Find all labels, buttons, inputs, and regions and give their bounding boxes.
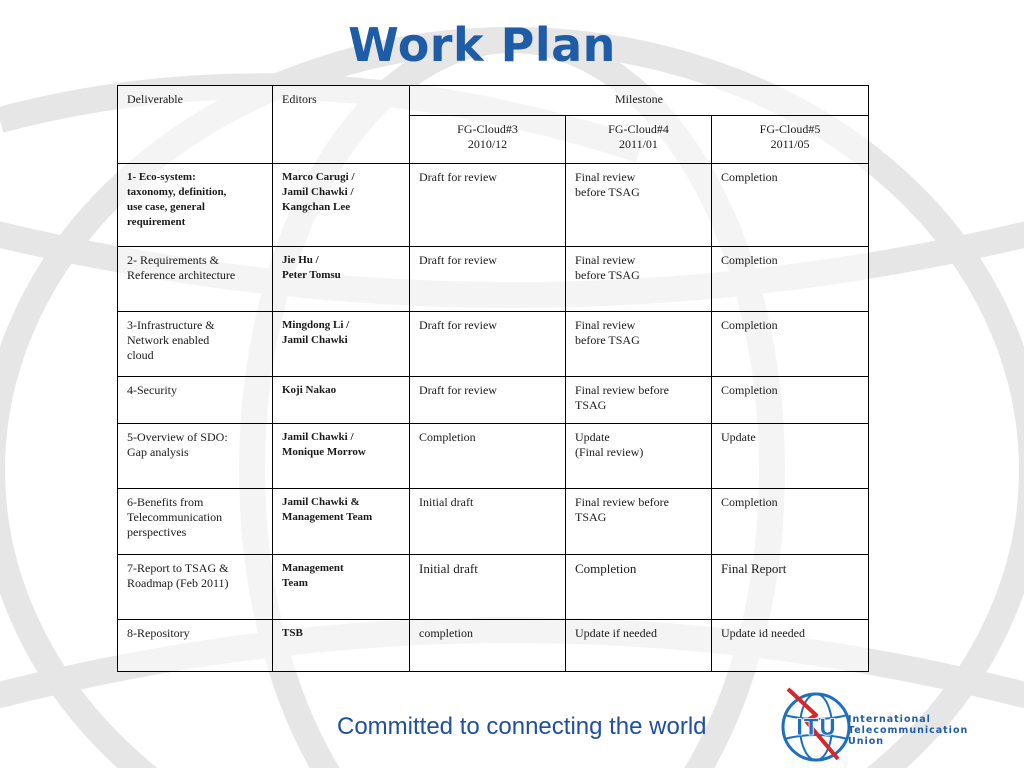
slide-title: Work Plan xyxy=(348,18,616,72)
deliverable-cell: 7-Report to TSAG & Roadmap (Feb 2011) xyxy=(118,555,273,620)
editors-cell: Koji Nakao xyxy=(273,377,410,424)
editors-cell: Management Team xyxy=(273,555,410,620)
editors-cell: Jamil Chawki & Management Team xyxy=(273,489,410,555)
milestone-cell: Final review before TSAG xyxy=(566,312,712,377)
milestone-cell: Initial draft xyxy=(410,555,566,620)
header-deliverable: Deliverable xyxy=(118,86,273,164)
milestone-cell: Initial draft xyxy=(410,489,566,555)
table-row xyxy=(118,247,869,312)
milestone-cell: Draft for review xyxy=(410,312,566,377)
milestone-cell: Completion xyxy=(712,312,869,377)
milestone-cell: Update xyxy=(712,424,869,489)
footer-tagline: Committed to connecting the world xyxy=(337,713,707,740)
table-row xyxy=(118,424,869,489)
header-milestone-fg-cloud-3: FG-Cloud#3 2010/12 xyxy=(410,116,566,164)
deliverable-cell: 4-Security xyxy=(118,377,273,424)
itu-org-name: International Telecommunication Union xyxy=(848,714,969,747)
deliverable-cell: 1- Eco-system: taxonomy, definition, use case, general requirement xyxy=(118,164,273,247)
editors-cell: TSB xyxy=(273,620,410,672)
work-plan-table xyxy=(117,85,869,672)
milestone-cell: Completion xyxy=(566,555,712,620)
milestone-cell: Update id needed xyxy=(712,620,869,672)
milestone-cell: Update (Final review) xyxy=(566,424,712,489)
milestone-cell: Final Report xyxy=(712,555,869,620)
header-milestone-fg-cloud-4: FG-Cloud#4 2011/01 xyxy=(566,116,712,164)
deliverable-cell: 3-Infrastructure & Network enabled cloud xyxy=(118,312,273,377)
deliverable-cell: 2- Requirements & Reference architecture xyxy=(118,247,273,312)
editors-cell: Jamil Chawki / Monique Morrow xyxy=(273,424,410,489)
editors-cell: Mingdong Li / Jamil Chawki xyxy=(273,312,410,377)
milestone-cell: Final review before TSAG xyxy=(566,377,712,424)
milestone-cell: Draft for review xyxy=(410,247,566,312)
table-row xyxy=(118,377,869,424)
table-row xyxy=(118,620,869,672)
milestone-cell: Completion xyxy=(410,424,566,489)
milestone-cell: Final review before TSAG xyxy=(566,489,712,555)
milestone-cell: Final review before TSAG xyxy=(566,247,712,312)
table-row xyxy=(118,312,869,377)
deliverable-cell: 8-Repository xyxy=(118,620,273,672)
milestone-cell: Completion xyxy=(712,164,869,247)
header-editors: Editors xyxy=(273,86,410,164)
editors-cell: Jie Hu / Peter Tomsu xyxy=(273,247,410,312)
milestone-cell: completion xyxy=(410,620,566,672)
deliverable-cell: 6-Benefits from Telecommunication perspectives xyxy=(118,489,273,555)
milestone-cell: Draft for review xyxy=(410,164,566,247)
header-milestone: Milestone xyxy=(410,86,869,116)
table-row xyxy=(118,555,869,620)
milestone-cell: Completion xyxy=(712,489,869,555)
deliverable-cell: 5-Overview of SDO: Gap analysis xyxy=(118,424,273,489)
itu-logo-text: ITU xyxy=(795,716,837,741)
milestone-cell: Draft for review xyxy=(410,377,566,424)
milestone-cell: Final review before TSAG xyxy=(566,164,712,247)
itu-logo-icon xyxy=(776,685,856,765)
milestone-cell: Completion xyxy=(712,247,869,312)
milestone-cell: Completion xyxy=(712,377,869,424)
header-milestone-fg-cloud-5: FG-Cloud#5 2011/05 xyxy=(712,116,869,164)
table-row xyxy=(118,164,869,247)
table-row xyxy=(118,489,869,555)
milestone-cell: Update if needed xyxy=(566,620,712,672)
editors-cell: Marco Carugi / Jamil Chawki / Kangchan Lee xyxy=(273,164,410,247)
